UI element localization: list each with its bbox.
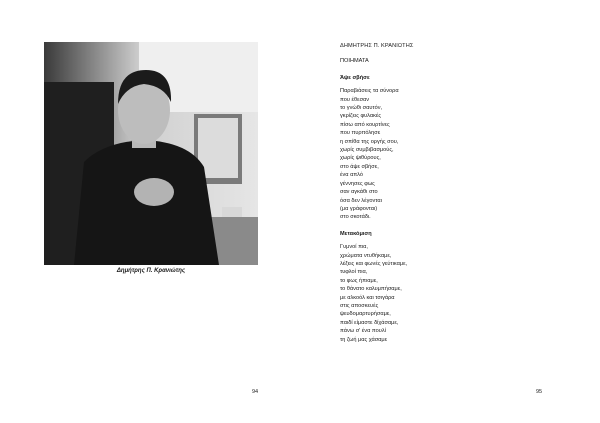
poem-line: που πυρπόλησε bbox=[340, 130, 381, 137]
poem-line: παιδί είμαστε δίχάσαμε, bbox=[340, 319, 399, 326]
poem-line: η σπίθα της οργής σου, bbox=[340, 138, 399, 145]
poem-line: τη ζωή μας χάσαμε bbox=[340, 336, 388, 343]
poem-line: γέννησες φως bbox=[340, 180, 375, 187]
poem-line: σαν αγκάθι στο bbox=[340, 189, 378, 196]
poem-line: λέξεις και φωνές γεύτικαμε, bbox=[340, 260, 408, 267]
poem-line: (μα γράφονται) bbox=[340, 205, 378, 212]
poem-line: γκρίζεις φυλακές bbox=[340, 113, 382, 120]
photo-caption: Δημήτρης Π. Κρανιώτης bbox=[116, 268, 186, 274]
poem-line: χωρίς ψιθύρους, bbox=[340, 155, 381, 162]
author-heading: ΔΗΜΗΤΡΗΣ Π. ΚΡΑΝΙΩΤΗΣ bbox=[340, 43, 414, 49]
poem-title: Μετακόμιση bbox=[340, 230, 372, 237]
poem-line: το θάνατο καλυμπήσαμε, bbox=[340, 286, 402, 293]
poem-line: που έθεσαν bbox=[340, 96, 370, 103]
poem-line: ψευδομαρτυρήσαμε, bbox=[340, 311, 391, 318]
poem-line: ένα απλό bbox=[340, 172, 363, 179]
poem-line: στις αποσκευές bbox=[340, 302, 379, 309]
poem-1 bbox=[340, 74, 540, 222]
poem-line: το φως ήπιαμε, bbox=[340, 277, 378, 284]
poem-line: χρώματα ντυθήκαμε, bbox=[340, 252, 392, 259]
poem-line: πίσω από κουρτίνες bbox=[340, 121, 390, 128]
poem-line: χωρίς συμβιβασμούς, bbox=[340, 147, 394, 154]
poem-2 bbox=[340, 230, 540, 344]
page-number-right: 95 bbox=[536, 389, 543, 395]
poem-line: όσα δεν λέγονται bbox=[340, 197, 382, 204]
author-portrait-image bbox=[44, 42, 258, 265]
page-number-left: 94 bbox=[252, 389, 259, 395]
poem-line: στο σκοτάδι. bbox=[340, 214, 371, 221]
author-photo bbox=[44, 42, 258, 265]
right-page-text bbox=[340, 42, 540, 344]
poem-line: τυφλοί πια, bbox=[340, 269, 368, 276]
poem-lines bbox=[340, 243, 540, 344]
poem-line: με αλκοόλ και τσιγάρα bbox=[340, 294, 395, 301]
poem-line: Γυμνοί πια, bbox=[340, 244, 368, 251]
poem-lines bbox=[340, 87, 540, 222]
poem-line: το γνώθι σαυτόν, bbox=[340, 105, 383, 112]
poem-line: στο άψε σβήσε, bbox=[340, 163, 379, 170]
collection-heading: ΠΟΙΗΜΑΤΑ bbox=[340, 58, 369, 65]
poem-line: Παραβιάσεις τα σύνορα bbox=[340, 88, 399, 95]
poem-title: Άψε σβήσε bbox=[340, 74, 370, 81]
poem-line: πάνω σ' ένα πουλί bbox=[340, 328, 386, 335]
